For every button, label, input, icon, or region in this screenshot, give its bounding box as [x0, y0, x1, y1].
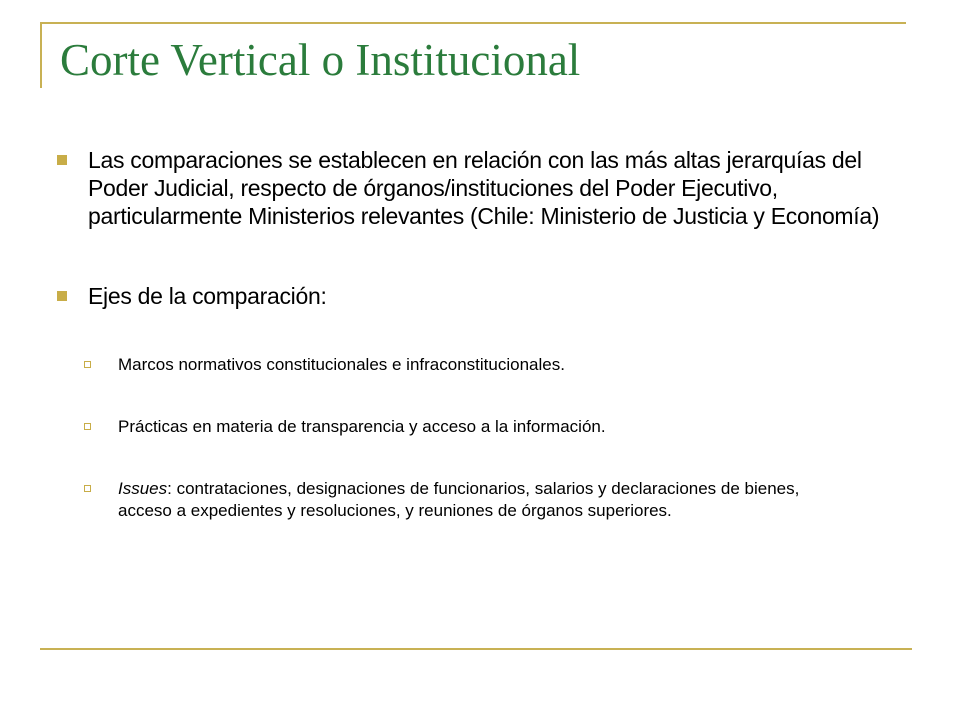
bullet-item [52, 146, 888, 230]
frame-top-rule [40, 22, 906, 24]
slide-title: Corte Vertical o Institucional [60, 35, 581, 85]
sub-bullet-text: Prácticas en materia de transparencia y acceso a la información. [118, 417, 606, 436]
hollow-square-bullet-icon [84, 361, 91, 368]
square-bullet-icon [57, 155, 67, 165]
frame-bottom-rule [40, 648, 912, 650]
sub-bullet-list [52, 354, 892, 522]
hollow-square-bullet-icon [84, 423, 91, 430]
sub-bullet-text: Marcos normativos constitucionales e infraconstitucionales. [118, 355, 565, 374]
bullet-item [52, 282, 892, 310]
frame-left-rule [40, 22, 42, 88]
hollow-square-bullet-icon [84, 485, 91, 492]
sub-bullet-item [80, 354, 856, 376]
bullet-text: Ejes de la comparación: [88, 283, 327, 309]
bullet-text: Las comparaciones se establecen en relación con las más altas jerarquías del Poder Judicial, respecto de órganos/instituciones del Poder Ejecutivo, particularmente Ministerios relevantes (Chile: Ministerio de Justicia y Economía) [88, 147, 880, 229]
square-bullet-icon [57, 291, 67, 301]
sub-bullet-item [80, 416, 856, 438]
sub-bullet-item [80, 478, 856, 522]
sub-bullet-italic-term: Issues [118, 479, 168, 498]
sub-bullet-text: : contrataciones, designaciones de funcionarios, salarios y declaraciones de bienes, acceso a expedientes y resoluciones, y reuniones de órganos superiores. [118, 479, 800, 520]
slide-body [52, 146, 892, 562]
